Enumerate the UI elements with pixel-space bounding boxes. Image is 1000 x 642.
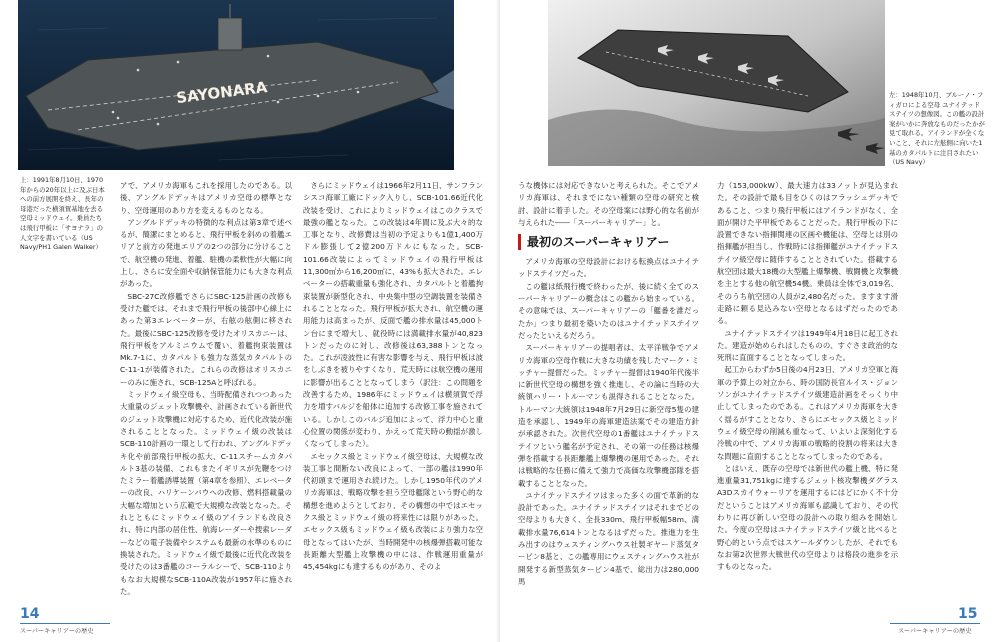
paragraph: 力（153,000kW）、最大速力は33ノットが見込まれた。その設計で最も目をひくのはフラッシュデッキであること、つまり飛行甲板にはアイランドがなく、全面が開けた平甲板であることだった。飛行甲板の下に設置できない指揮関連の区画や機能は、空母とは別の指揮艦が担当し、作戦時には指揮艦がユナイテッドステイツ級空母に随伴することとされていた。搭載する航空団は最大18機の大型艦上爆撃機、戦闘機と攻撃機を主とする他の航空機54機。乗員は全体で3,019名、そのうち航空団の人員が2,480名だった。ますます滑走路に頼る見込みない空母となるはずだったのである。 [717, 181, 898, 326]
sayonara-deck-lettering: SAYONARA [175, 78, 269, 108]
carrier-midway-illustration [18, 0, 454, 170]
running-title-left: スーパーキャリアーの歴史 [20, 628, 94, 635]
paragraph: エセックス級とミッドウェイ級空母は、大規模な改装工事と間断ない改良によって、一部の艦は1990年代初頭まで運用され続けた。しかし1950年代のアメリカ海軍は、戦略攻撃を担う空母艦隊という野心的な構想を進めようとしており、その構想の中ではエセックス級とミッドウェイ級の将来性には限りがあった。エセックス級もミッドウェイ級も改装により強力な空母となってはいたが、当時開発中の核爆弾搭載可能な長距離大型艦上攻撃機の中には、作戦運用重量が45,454kgにも達するものがあり、そのよ [303, 451, 483, 572]
paragraph: スーパーキャリアーの提唱者は、太平洋戦争でアメリカ海軍の空母作戦に大きな功績を残したマーク・ミッチャー提督だった。ミッチャー提督は1940年代後半に新世代空母の構想を強く推進し、その論に当時の大統領ハリー・トルーマンも説得されることとなった。トルーマン大統領は1948年7月29日に新空母5隻の建造を承認し、1949年の海軍建造法案でその建造方針が承認された。次世代空母の1番艦はユナイテッドステイツという艦名が予定され、その第一の任務は核爆弾を搭載する長距離艦上爆撃機の運用であった。それは戦略的な任務に備えて強力で高価な攻撃機部隊を搭載することとなった。 [518, 343, 699, 488]
section-heading: 最初のスーパーキャリアー [518, 234, 699, 250]
paragraph: 起工からわずか5日後の4月23日、アメリカ空軍と海軍の予算上の対立から、時の国防長官ルイス・ジョンソンがユナイテッドステイツ級建造計画をそっくり中止してしまったのである。これはアメリカ海軍を大きく揺るがすこととなり、さらにエセックス級とミッドウェイ級空母の削減も重なって、いよいよ深刻化する冷戦の中で、アメリカ海軍の戦略的役割の将来は大きな問題に直面することとなってしまったのである。 [717, 365, 898, 461]
paragraph: とはいえ、既存の空母では新世代の艦上機、特に発進重量31,751kgに達するジェット核攻撃機ダグラスA3Dスカイウォーリアを運用するにはどにかく不十分だということはアメリカ海軍も認識しており、その代わりに再び新しい空母の設計への取り組みを開始した。今度の空母はユナイテッドステイツ級と比べると野心的という点ではスケールダウンしたが、それでもなお第2次世界大戦世代の空母よりは格段の進歩を示すものとなった。 [717, 463, 898, 572]
paragraph: アで、アメリカ海軍もこれを採用したのである。以後、アングルドデッキはアメリカ空母の標準となり、空母運用のあり方を変えるものとなる。 [120, 181, 292, 215]
paragraph: アングルドデッキの特徴的な利点は第3章で述べるが、簡潔にまとめると、飛行甲板を斜めの着艦エリアと前方の発進エリアの2つの部分に分けることで、航空機の発進、着艦、駐機の柔軟性が大幅に向上し、さらに安全面や収納保管能力にも大きな利点があった。 [120, 217, 292, 289]
paragraph: ミッドウェイ級空母も、当時配備されつつあった大重量のジェット攻撃機や、計画されている新世代のジェット攻撃機に対応するため、近代化改装が施されることとなった。ミッドウェイ級の改装はSCB-110計画の一環として行われ、アングルドデッキ化や前部飛行甲板の拡大、C-11スチームカタパルト3基の装備、これもまたイギリスが先鞭をつけたミラー着艦誘導装置（第4章を参照）、エレベーターの改良、ハリケーンバウへの改修、燃料搭載量の大幅な増加という広範で大規模な改装となった。それとともにミッドウェイ級のアイランドも改良され、特に内部の居住性、航海レーダーや捜索レーダーなどの電子装備やシステムも最新の水準のものに換装された。ミッドウェイ級で最後に近代化改装を受けたのは3番艦のコーラルシーで、SCB-110よりもなお大規模なSCB-110A改装が1957年に施された。 [120, 390, 292, 596]
paragraph: アメリカ海軍の空母設計における転換点はユナイテッドステイツだった。 [518, 257, 699, 279]
paragraph: うな機体には対応できないと考えられた。そこでアメリカ海軍は、それまでにない種類の空母の研究と検討、設計に着手した。その空母案には野心的な名前が与えられた――「スーパーキャリアー」と。 [518, 181, 699, 227]
united-states-illustration [548, 0, 885, 166]
left-column-2 [303, 180, 483, 616]
paragraph: ユナイテッドステイツはまった多くの面で革新的な設計であった。ユナイテッドステイツはそれまでどの空母よりも大きく、全長330m、飛行甲板幅58m、満載排水量76,614トンとなるはずだった。推進力を生み出すのはウェスティングハウス社製ギヤード蒸気タービン8基と、この艦専用にウェスティングハウス社が開発する新型蒸気タービン4基で、総出力は280,000馬 [518, 490, 699, 586]
left-photo-caption: 上：1991年8月10日、1970年からの20年以上に及ぶ日本への前方展開を終え、長年の母港だった横須賀基地を去る空母ミッドウェイ。乗員たちは飛行甲板に「サヨナラ」の人文字を書いている（US Navy/PH1 Galen Walker） [20, 176, 105, 252]
running-title-right: スーパーキャリアーの歴史 [898, 628, 972, 635]
right-column-1 [518, 180, 699, 616]
paragraph: ユナイテッドステイツは1949年4月18日に起工された。建造が始められはしたものの、すぐさま政治的な死刑に直面することとなってしまった。 [717, 328, 898, 363]
right-column-2 [717, 180, 898, 616]
paragraph: さらにミッドウェイは1966年2月11日、サンフランシスコ海軍工廠にドック入りし、SCB-101.66近代化改装を受け、これによりミッドウェイはこのクラスで最強の艦となった。この改装は4年間に及ぶ大々的な工事となり、改修費は当初の予定よりも1億1,400万ドル膨張して2億200万ドルにもなった。SCB-101.66改装によってミッドウェイの飛行甲板は11,300㎡から16,200㎡に、43%も拡大された。エレベーターの搭載重量も強化され、カタパルトと着艦拘束装置が新型化され、中央集中型の空調装置を装備されることとなった。飛行甲板が拡大され、航空機の運用能力は高まったが、反面で艦の排水量は45,000トン台にまで増大し、就役時には満載排水量が40,823トンだったのに対し、改修後は63,388トンとなった。これが凌波性に有害な影響を与え、飛行甲板は波をしぶきを被りやすくなり、荒天時には航空機の運用に影響が出ることとなってしまう（訳注：この問題を改善するため、1986年にミッドウェイは横須賀で浮力を増すバルジを船体に追加する改修工事を施されている。しかしこのバルジ追加によって、浮力中心と重心位置の関係が変わり、かえって荒天時の動揺が激しくなってしまった）。 [303, 181, 483, 449]
page-number-left: 14 [20, 606, 40, 622]
paragraph: SBC-27C改修艦でさらにSBC-125計画の改修も受けた艦では、それまで飛行甲板の後部中心線上にあった第3エレベーターが、右舷の舷側に移された。最後にSBC-125改修を受けたオリスカニーは、飛行甲板をアルミニウムで覆い、着艦拘束装置はMk.7-1に、カタパルトも強力な蒸気カタパルトのC-11-1が装備された。これらの改修はオリスカニーのみに施され、SCB-125Aと呼ばれる。 [120, 291, 292, 387]
footer-rule-right [890, 623, 980, 624]
right-photo-caption: 左：1948年10月、ブルーノ・フィガロによる空母 ユナイテッドステイツの想像図。この艦の設計案がいかに奔放なものだったかが見て取れる。アイランドが全くないこと、それに左舷側に向いた1基のカタパルトに注目されたい（US Navy） [889, 91, 985, 167]
footer-rule-left [20, 623, 110, 624]
page-number-right: 15 [958, 606, 978, 622]
left-column-1 [120, 180, 292, 616]
carrier-midway-photo [18, 0, 454, 170]
united-states-artwork [548, 0, 885, 166]
paragraph: この艦は紙飛行機で終わったが、後に続く全てのスーパーキャリアーの概念はこの艦から始まっている。その意味では、スーパーキャリアーの「艦番を誰だったか」つまり最初を築いたのはユナイテッドステイツだったといえるだろう。 [518, 281, 699, 340]
